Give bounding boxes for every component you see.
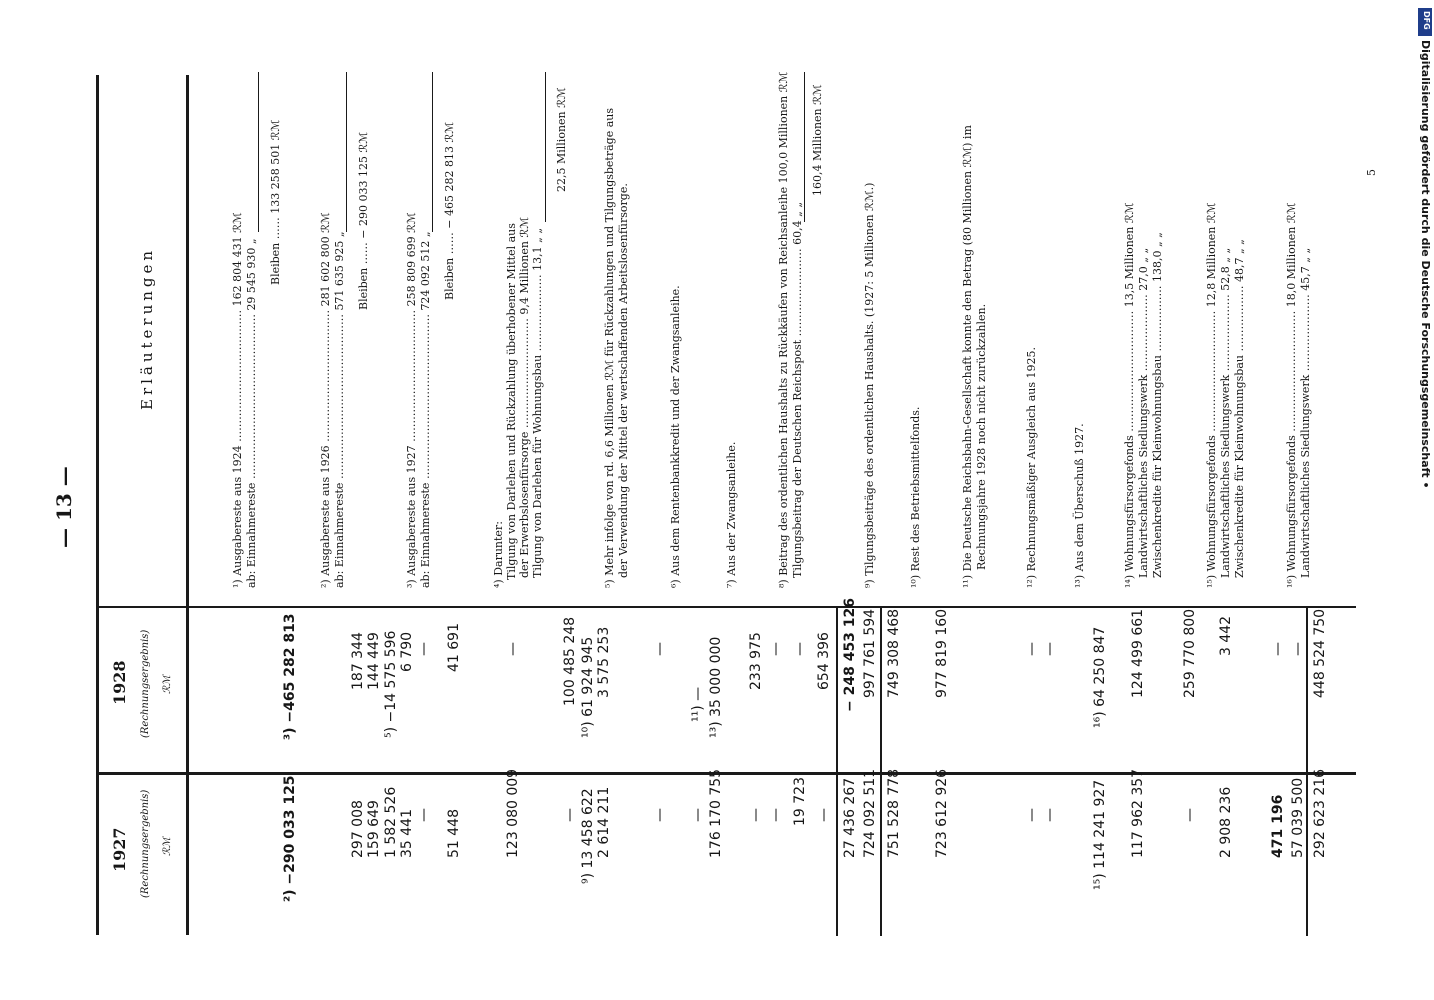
digitization-note: Digitalisierung gefördert durch die Deutsche Forschungsgemeinschaft • (1419, 40, 1432, 489)
note-3-line2: ab: Einnahmereste ……………………………………… 724 092 512 „ (419, 231, 432, 588)
value-1927-row1: ²) −290 033 125 (282, 775, 298, 902)
value-1928-row6: — (416, 642, 432, 656)
note-2-line2: ab: Einnahmereste ……………………………………… 571 635 925 „ (333, 231, 346, 588)
value-1927-row2: 297 008 (350, 800, 366, 858)
note-1-line1: ¹) Ausgabereste aus 1924 ……………………………… 162 804 431 ℛℳ (231, 212, 244, 588)
note-4-line3: der Erwerbslosenfürsorge ………………………… 9,4 Millionen ℛℳ (518, 217, 531, 578)
value-1928-row13: ¹¹) — (690, 686, 706, 722)
note-4-line2: Tilgung von Darlehen und Rückzahlung überhobener Mittel aus (505, 223, 518, 580)
note-7: ⁷) Aus der Zwangsanleihe. (725, 441, 738, 588)
note-8-line3: 160,4 Millionen ℛℳ (811, 84, 824, 196)
value-1928-row7: 41 691 (446, 623, 462, 672)
value-1928-row27: 259 770 800 (1182, 608, 1198, 698)
value-1928-row10: ¹⁰) 61 924 945 (580, 636, 596, 738)
note-15-line3: Zwischenkredite für Kleinwohnungsbau ……………… 48,7 „ „ (1233, 239, 1246, 578)
value-1928-row5: 6 790 (399, 631, 415, 672)
value-1927-row3: 159 649 (366, 800, 382, 858)
note-3-sum-rule (432, 72, 433, 232)
value-1927-row8: 123 080 009 (505, 768, 521, 858)
value-1928-row14: ¹³) 35 000 000 (708, 636, 724, 738)
note-6: ⁶) Aus dem Rentenbankkredit und der Zwangsanleihe. (669, 285, 682, 588)
value-1928-row24: — (1042, 642, 1058, 656)
value-1927-row25: ¹⁵) 114 241 927 (1092, 779, 1108, 890)
note-13: ¹³) Aus dem Überschuß 1927. (1073, 423, 1086, 588)
note-11-line1: ¹¹) Die Deutsche Reichsbahn-Gesellschaft konnte den Betrag (80 Millionen ℛℳ) im (961, 125, 974, 588)
value-1927-row9: — (562, 808, 578, 822)
note-1-sum-rule (258, 72, 259, 232)
note-8-sum-rule (804, 72, 805, 222)
value-1927-row17: 19 723 (792, 777, 808, 826)
value-1927-row13: — (690, 808, 706, 822)
value-1928-row11: 3 575 253 (596, 626, 612, 698)
value-1927-row11: 2 614 211 (596, 786, 612, 858)
value-1927-row20: 724 092 511 (862, 768, 878, 858)
value-1928-row8: — (505, 642, 521, 656)
note-16-line2: Landwirtschaftliches Siedlungswerk ………………… 45,7 „ „ (1299, 247, 1312, 578)
value-1927-row15: — (748, 808, 764, 822)
note-2-sum-rule (346, 72, 347, 232)
header-1928-subtitle: (Rechnungsergebnis) (140, 629, 151, 738)
note-5-line1: ⁵) Mehr infolge von rd. 6,6 Millionen ℛℳ für Rückzahlungen und Tilgungsbeträge aus (603, 107, 616, 588)
value-1928-row26: 124 499 661 (1130, 608, 1146, 698)
value-1927-row6: — (416, 808, 432, 822)
row-sum-rule-3 (1306, 606, 1308, 936)
value-1928-row15: 233 975 (748, 632, 764, 690)
note-3-line1: ³) Ausgabereste aus 1927 ……………………………… 258 809 699 ℛℳ (405, 212, 418, 588)
value-1927-row22: 723 612 926 (934, 768, 950, 858)
note-4-line5: 22,5 Millionen ℛℳ (555, 87, 568, 192)
value-1927-row19: 27 436 267 (842, 777, 858, 858)
header-1927-year: 1927 (110, 827, 129, 872)
note-4-sum-rule (545, 72, 546, 222)
value-1927-row21: 751 528 778 (886, 768, 902, 858)
header-1927-subtitle: (Rechnungsergebnis) (140, 789, 151, 898)
column-divider-1928-notes (96, 606, 1356, 608)
note-15-line2: Landwirtschaftliches Siedlungswerk ………………… 52,8 „ „ (1219, 247, 1232, 578)
value-1928-row29: — (1270, 642, 1286, 656)
note-14-line3: Zwischenkredite für Kleinwohnungsbau ……………… 138,0 „ „ (1151, 232, 1164, 578)
note-8-line1: ⁸) Beitrag des ordentlichen Haushalts zu Rückkäufen von Reichsanleihe 100,0 Millionen ℛℳ (777, 71, 790, 588)
note-2-line3: Bleiben …… − 290 033 125 ℛℳ (357, 132, 370, 310)
note-14-line1: ¹⁴) Wohnungsfürsorgefonds …………………………… 13,5 Millionen ℛℳ (1123, 202, 1136, 588)
value-1928-row2: 187 344 (350, 632, 366, 690)
value-1927-row23: — (1024, 808, 1040, 822)
value-1927-row14: 176 170 755 (708, 768, 724, 858)
note-15-line1: ¹⁵) Wohnungsfürsorgefonds …………………………… 12,8 Millionen ℛℳ (1205, 202, 1218, 588)
note-3-line3: Bleiben …… − 465 282 813 ℛℳ (443, 122, 456, 300)
value-1928-row23: — (1024, 642, 1040, 656)
dfg-logo: DFG (1418, 8, 1432, 36)
value-1928-row17: — (792, 642, 808, 656)
value-1927-row29: 471 196 (1270, 794, 1286, 858)
footer-number: 5 (1365, 169, 1378, 176)
header-1928-unit: ℛℳ (162, 675, 173, 694)
value-1927-row10: ⁹) 13 458 622 (580, 788, 596, 884)
value-1927-row26: 117 962 357 (1130, 768, 1146, 858)
value-1928-row16: — (768, 642, 784, 656)
value-1928-row4: ⁵) −14 575 596 (383, 630, 399, 738)
note-4-line4: Tilgung von Darlehen für Wohnungsbau ………………… 13,1 „ „ (531, 227, 544, 578)
value-1928-row12: — (652, 642, 668, 656)
value-1928-row20: 997 761 594 (862, 608, 878, 698)
value-1928-row19: − 248 453 126 (842, 597, 858, 712)
value-1928-row22: 977 819 160 (934, 608, 950, 698)
note-9: ⁹) Tilgungsbeiträge des ordentlichen Haushalts. (1927: 5 Millionen ℛℳ.) (863, 182, 876, 588)
value-1927-row24: — (1042, 808, 1058, 822)
page-number: — 13 — (52, 466, 76, 548)
value-1927-row31: 292 623 216 (1312, 768, 1328, 858)
value-1927-row30: 57 039 500 (1290, 777, 1306, 858)
value-1927-row4: 1 582 526 (383, 786, 399, 858)
value-1927-row12: — (652, 808, 668, 822)
value-1927-row27: — (1182, 808, 1198, 822)
note-10: ¹⁰) Rest des Betriebsmittelfonds. (909, 406, 922, 588)
note-8-line2: Tilgungsbeitrag der Deutschen Reichspost …………………… 60,4 „ „ (791, 201, 804, 578)
value-1928-row28: 3 442 (1218, 615, 1234, 656)
note-12: ¹²) Rechnungsmäßiger Ausgleich aus 1925. (1025, 346, 1038, 588)
value-1928-row30: — (1290, 642, 1306, 656)
header-1928-year: 1928 (110, 660, 129, 705)
note-1-line2: ab: Einnahmereste ……………………………………… 29 545 930 „ (245, 238, 258, 588)
value-1927-row7: 51 448 (446, 809, 462, 858)
note-2-line1: ²) Ausgabereste aus 1926 ……………………………… 281 602 800 ℛℳ (319, 212, 332, 588)
note-16-line1: ¹⁶) Wohnungsfürsorgefonds …………………………… 18,0 Millionen ℛℳ (1285, 202, 1298, 588)
row-sum-rule-2 (880, 606, 882, 936)
note-4-line1: ⁴) Darunter: (492, 521, 505, 588)
value-1928-row18: 654 396 (816, 632, 832, 690)
value-1928-row21: 749 308 468 (886, 608, 902, 698)
header-divider (186, 75, 189, 935)
value-1928-row31: 448 524 750 (1312, 608, 1328, 698)
note-14-line2: Landwirtschaftliches Siedlungswerk ………………… 27,0 „ „ (1137, 247, 1150, 578)
value-1927-row16: — (768, 808, 784, 822)
note-1-line3: Bleiben …… 133 258 501 ℛℳ (269, 119, 282, 285)
value-1928-row25: ¹⁶) 64 250 847 (1092, 626, 1108, 728)
header-1927-unit: ℛℳ (162, 837, 173, 856)
row-sum-rule (836, 606, 838, 936)
value-1928-row3: 144 449 (366, 632, 382, 690)
table-top-line (96, 75, 99, 935)
value-1927-row5: 35 441 (399, 809, 415, 858)
note-11-line2: Rechnungsjahre 1928 noch nicht zurückzahlen. (975, 303, 988, 570)
value-1927-row28: 2 908 236 (1218, 786, 1234, 858)
value-1928-row1: ³) −465 282 813 (282, 613, 298, 740)
note-5-line2: der Verwendung der Mittel der wertschaffenden Arbeitslosenfürsorge. (617, 183, 630, 578)
notes-title: Erläuterungen (138, 246, 156, 410)
value-1927-row18: — (816, 808, 832, 822)
value-1928-row9: 100 485 248 (562, 616, 578, 706)
